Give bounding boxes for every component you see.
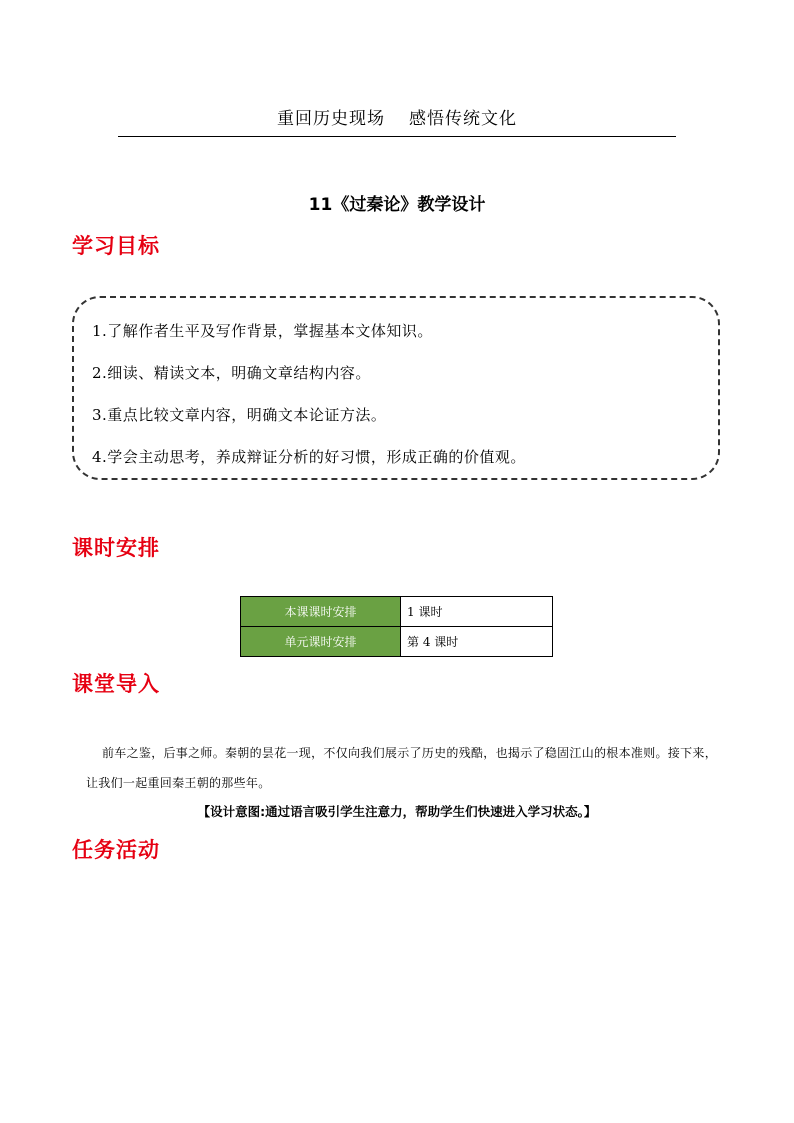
schedule-label-unit: 单元课时安排 bbox=[241, 627, 401, 657]
schedule-label-lesson: 本课课时安排 bbox=[241, 597, 401, 627]
objective-item-3: 3.重点比较文章内容，明确文本论证方法。 bbox=[92, 406, 387, 424]
objectives-heading: 学习目标 bbox=[72, 234, 160, 258]
table-row bbox=[241, 597, 553, 627]
objective-item-2: 2.细读、精读文本，明确文章结构内容。 bbox=[92, 364, 371, 382]
schedule-table bbox=[240, 596, 553, 657]
objective-item-1: 1.了解作者生平及写作背景，掌握基本文体知识。 bbox=[92, 322, 433, 340]
header-divider bbox=[118, 136, 676, 137]
header-title-right: 感悟传统文化 bbox=[409, 109, 517, 129]
page-header-title bbox=[0, 104, 794, 129]
header-title-left: 重回历史现场 bbox=[277, 109, 385, 129]
schedule-value-lesson: 1 课时 bbox=[401, 597, 553, 627]
document-title: 11《过秦论》教学设计 bbox=[308, 195, 486, 215]
design-intent-note: 【设计意图:通过语言吸引学生注意力，帮助学生们快速进入学习状态。】 bbox=[197, 804, 597, 819]
intro-heading: 课堂导入 bbox=[72, 672, 160, 696]
intro-paragraph: 前车之鉴，后事之师。秦朝的昙花一现，不仅向我们展示了历史的残酷，也揭示了稳固江山的根本准则。接下来，让我们一起重回秦王朝的那些年。 bbox=[86, 746, 718, 790]
table-row bbox=[241, 627, 553, 657]
activities-heading: 任务活动 bbox=[72, 838, 160, 862]
objective-item-4: 4.学会主动思考，养成辩证分析的好习惯，形成正确的价值观。 bbox=[92, 448, 526, 466]
schedule-heading: 课时安排 bbox=[72, 536, 160, 560]
schedule-value-unit: 第 4 课时 bbox=[401, 627, 553, 657]
